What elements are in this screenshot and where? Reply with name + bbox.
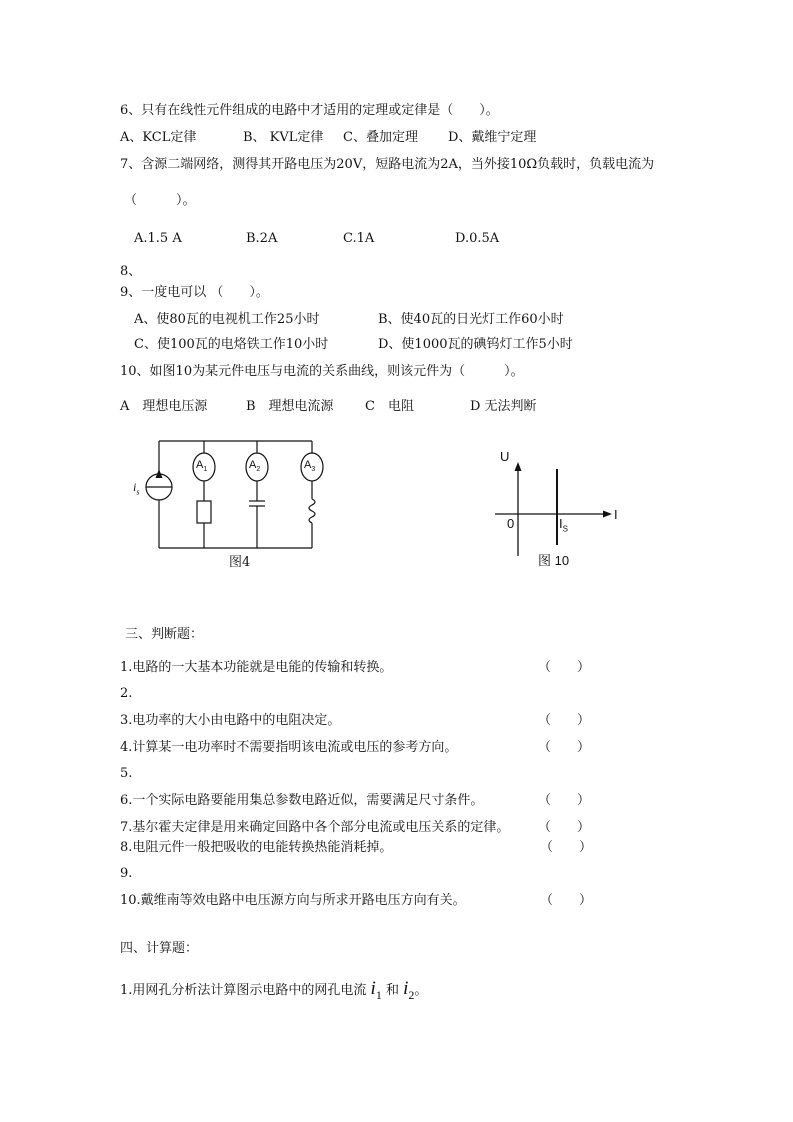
- is-label: [559, 516, 568, 534]
- i1-sub: 1: [375, 987, 382, 1002]
- ammeter-a1-sub: 1: [203, 466, 208, 474]
- i1-symbol: i: [370, 978, 376, 999]
- tf-item: 9.: [120, 866, 133, 881]
- tf-item: 2.: [120, 686, 133, 701]
- q10-option-d: D 无法判断: [470, 399, 537, 414]
- q6-option-b: B、 KVL定律: [243, 130, 324, 145]
- q8-stem: 8、: [120, 264, 142, 279]
- q7-blank: （ ）。: [124, 193, 196, 208]
- ammeter-a2-letter: A: [249, 459, 257, 471]
- i-axis-arrow-icon: [603, 511, 612, 518]
- calc-q1-conj: 和: [385, 983, 399, 998]
- q10-option-c: C 电阻: [365, 399, 414, 414]
- tf-item: 6.一个实际电路要能用集总参数电路近似，需要满足尺寸条件。: [120, 793, 484, 808]
- q7-stem: 7、含源二端网络，测得其开路电压为20V，短路电流为2A，当外接10Ω负载时，负载电流为: [120, 157, 655, 172]
- calc-q1: [120, 977, 427, 1007]
- q9-option-d: D、使1000瓦的碘钨灯工作5小时: [378, 337, 573, 352]
- q6-option-d: D、戴维宁定理: [448, 130, 537, 145]
- section-4-title: 四、计算题：: [120, 941, 199, 956]
- i-axis-label: I: [614, 507, 618, 522]
- i2-sub: 2: [408, 987, 415, 1002]
- source-label-sub: s: [136, 487, 140, 497]
- i2-symbol: i: [403, 978, 409, 999]
- q9-stem: 9、一度电可以 （ ）。: [120, 285, 269, 300]
- tf-item: 5.: [120, 766, 133, 781]
- tf-item: 7.基尔霍夫定律是用来确定回路中各个部分电流或电压关系的定律。: [120, 820, 510, 835]
- origin-label: 0: [507, 516, 515, 531]
- q10-option-a: A 理想电压源: [120, 399, 208, 414]
- ammeter-a3-letter: A: [304, 459, 312, 471]
- q9-option-c: C、使100瓦的电烙铁工作10小时: [134, 337, 329, 352]
- tf-item: 8.电阻元件一般把吸收的电能转换热能消耗掉。: [120, 840, 393, 855]
- u-axis-label: U: [500, 449, 510, 464]
- tf-answer-blank: （ ）: [538, 820, 591, 835]
- tf-answer-blank: （ ）: [540, 893, 593, 908]
- ammeter-a3-sub: 3: [311, 466, 316, 474]
- figure-10-caption: 图 10: [538, 553, 570, 568]
- tf-answer-blank: （ ）: [538, 713, 591, 728]
- tf-item: 4.计算某一电功率时不需要指明该电流或电压的参考方向。: [120, 740, 458, 755]
- calc-q1-text: 1.用网孔分析法计算图示电路中的网孔电流: [120, 983, 367, 998]
- q6-option-c: C、叠加定理: [343, 130, 418, 145]
- q7-option-d: D.0.5A: [455, 231, 500, 246]
- ammeter-a2-sub: 2: [256, 466, 261, 474]
- q9-option-a: A、使80瓦的电视机工作25小时: [134, 312, 320, 327]
- tf-answer-blank: （ ）: [538, 740, 591, 755]
- calc-q1-end: 。: [414, 983, 428, 998]
- mesh-current-i1: [370, 978, 382, 1002]
- section-3-title: 三、判断题：: [125, 627, 204, 642]
- figure-4-caption: 图4: [229, 555, 251, 570]
- q6-stem: 6、只有在线性元件组成的电路中才适用的定理或定律是（ ）。: [120, 103, 499, 118]
- tf-item: 3.电功率的大小由电路中的电阻决定。: [120, 713, 341, 728]
- is-label-main: I: [559, 516, 563, 531]
- q9-option-b: B、使40瓦的日光灯工作60小时: [378, 312, 564, 327]
- q10-option-b: B 理想电流源: [246, 399, 334, 414]
- q7-option-a: A.1.5 A: [134, 231, 182, 246]
- q10-stem: 10、如图10为某元件电压与电流的关系曲线，则该元件为（ ）。: [120, 364, 524, 379]
- tf-item: 1.电路的一大基本功能就是电能的传输和转换。: [120, 660, 393, 675]
- q7-option-b: B.2A: [246, 231, 278, 246]
- source-label: i: [133, 480, 137, 494]
- q6-option-a: A、KCL定律: [120, 130, 197, 145]
- u-axis-arrow-icon: [515, 462, 522, 471]
- ammeter-a1-letter: A: [196, 459, 204, 471]
- q7-option-c: C.1A: [343, 231, 375, 246]
- is-label-sub: S: [562, 524, 568, 534]
- mesh-current-i2: [403, 978, 415, 1002]
- tf-item: 10.戴维南等效电路中电压源方向与所求开路电压方向有关。: [120, 893, 466, 908]
- tf-answer-blank: （ ）: [538, 793, 591, 808]
- tf-answer-blank: （ ）: [540, 840, 593, 855]
- tf-answer-blank: （ ）: [538, 660, 591, 675]
